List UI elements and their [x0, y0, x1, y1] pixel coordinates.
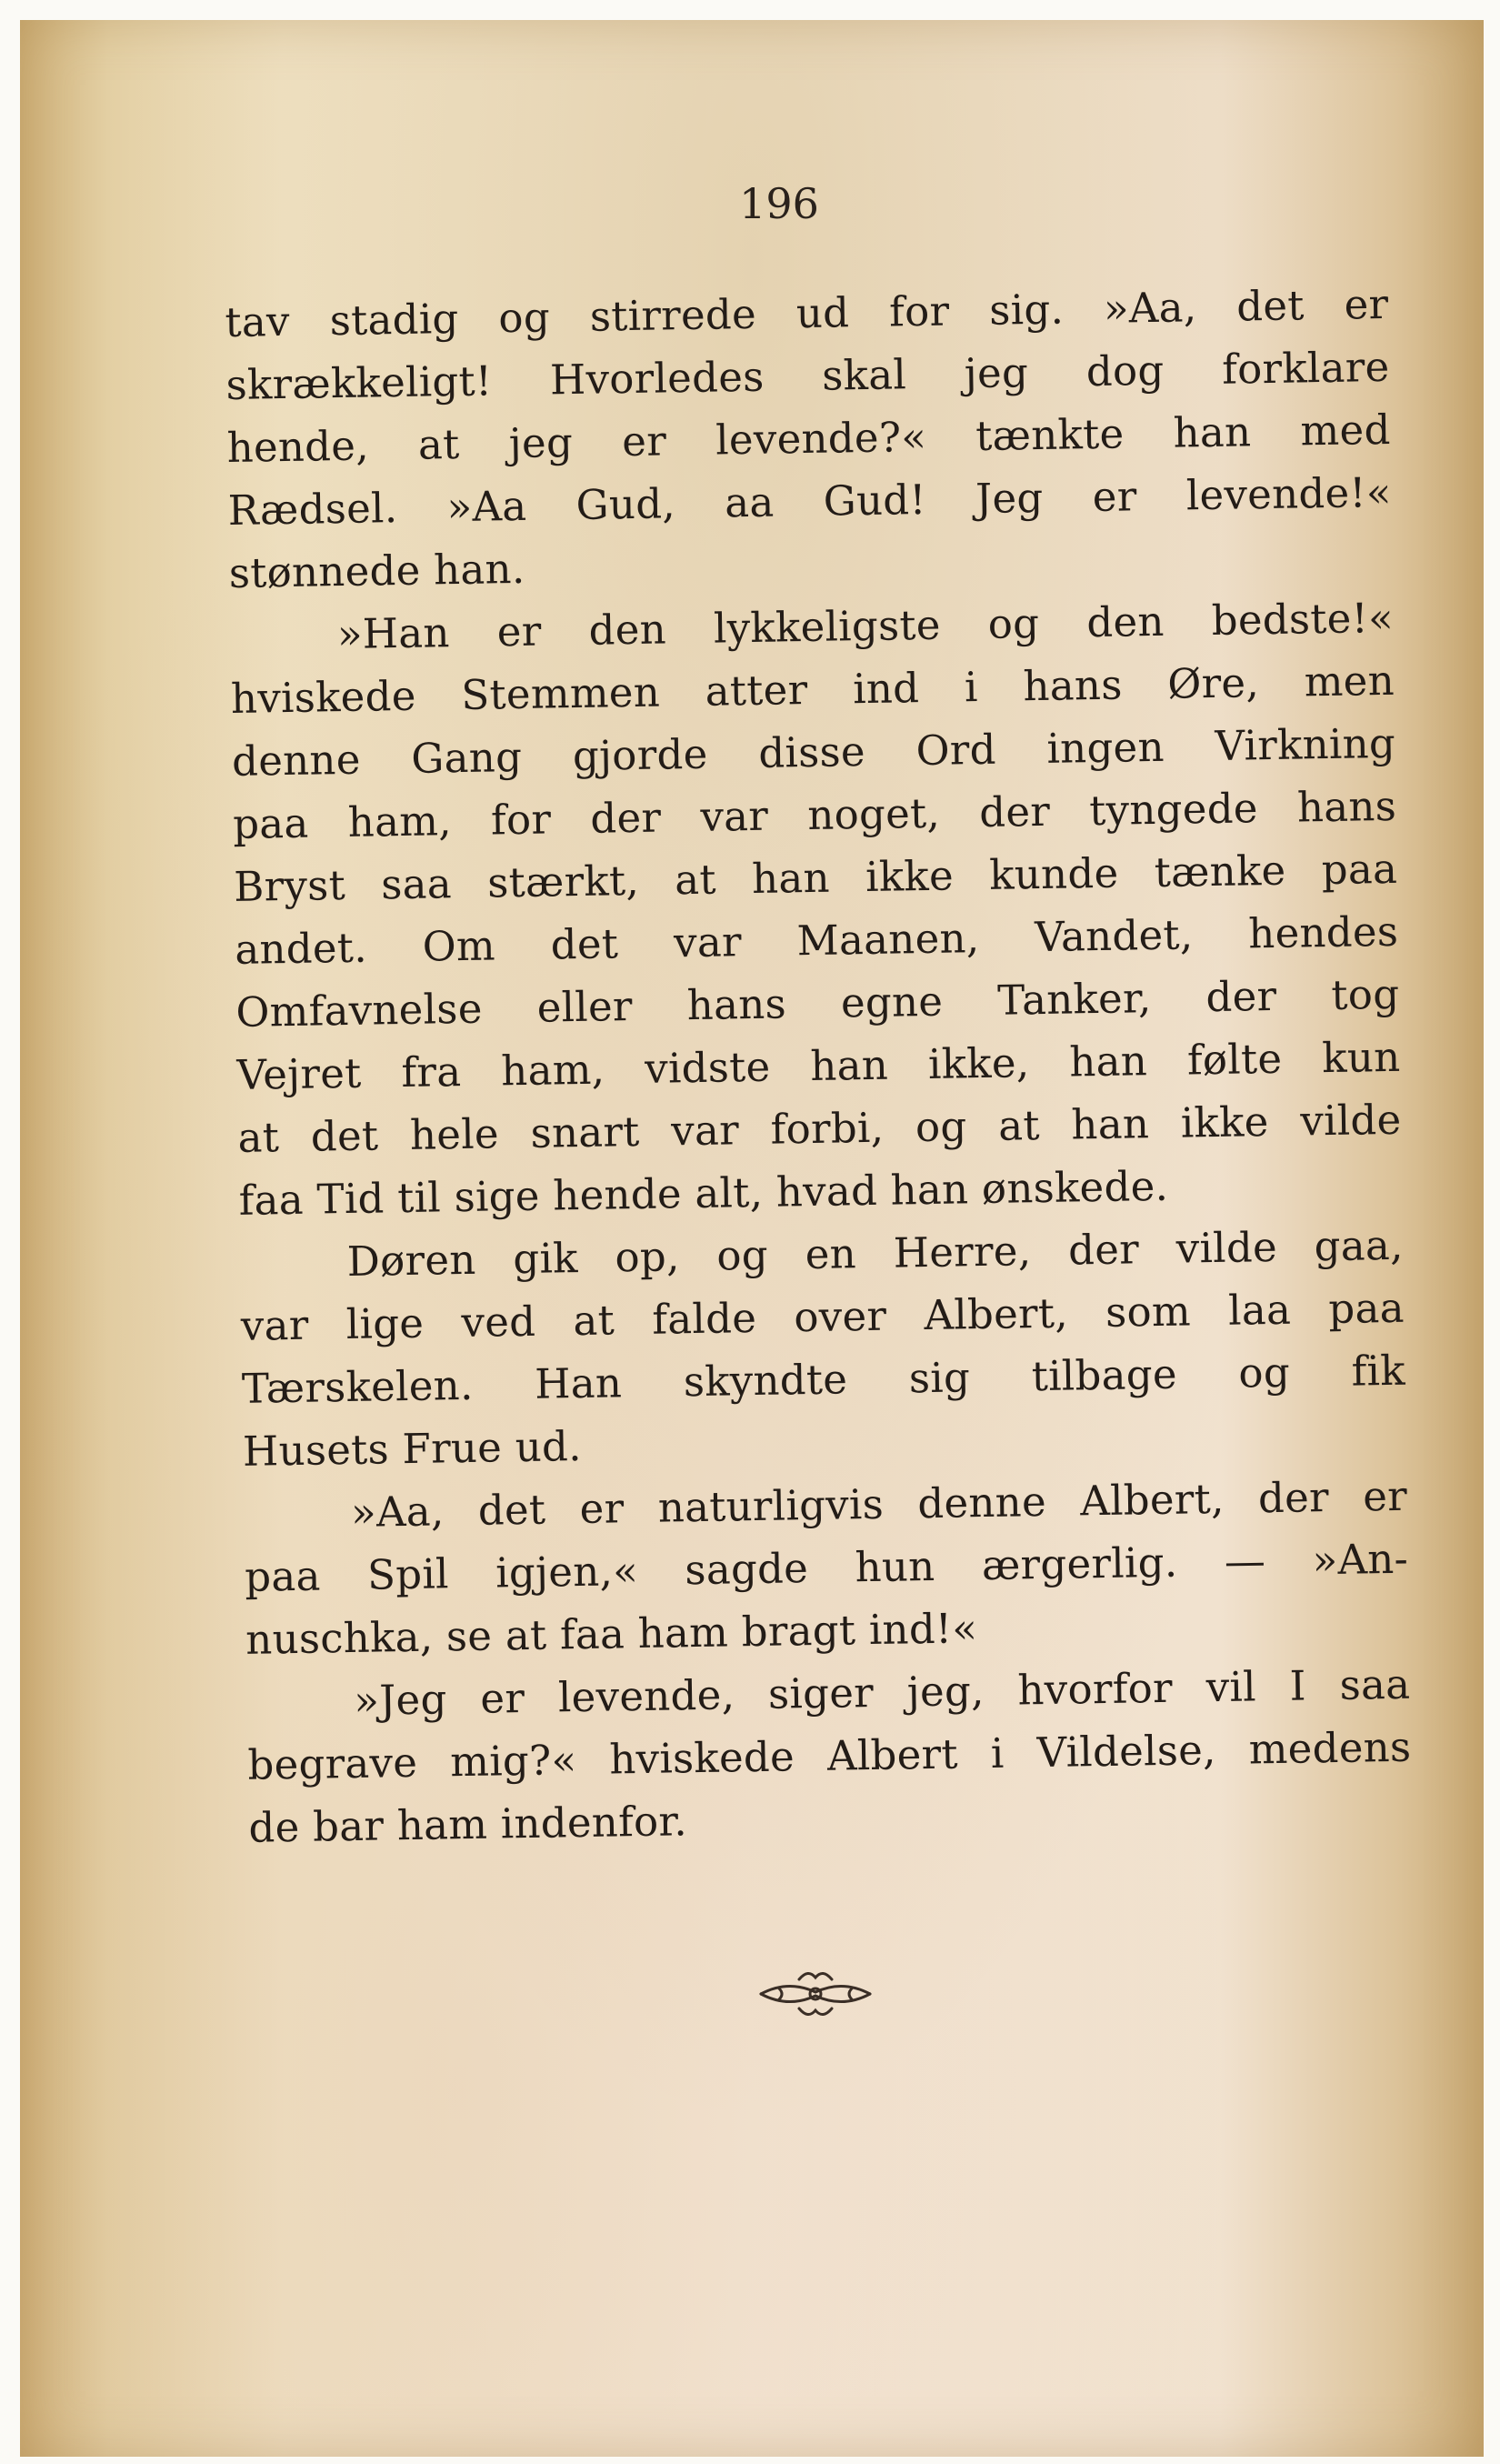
- text-line: hende, at jeg er levende?« tænkte han med: [226, 405, 1391, 472]
- text-line: Bryst saa stærkt, at han ikke kunde tænke paa: [233, 844, 1398, 911]
- text-line: Tærskelen. Han skyndte sig tilbage og fik: [241, 1346, 1406, 1413]
- text-line: paa ham, for der var noget, der tyngede hans: [232, 781, 1397, 848]
- text-line: Rædsel. »Aa Gud, aa Gud! Jeg er levende!«: [227, 467, 1393, 535]
- text-line: Døren gik op, og en Herre, der vilde gaa,: [346, 1220, 1405, 1287]
- page-text: [225, 273, 1413, 1859]
- text-line: »Jeg er levende, siger jeg, hvorfor vil I saa: [353, 1659, 1411, 1725]
- text-line: nuschka, se at faa ham bragt ind!«: [245, 1604, 978, 1664]
- text-line: paa Spil igjen,« sagde hun ærgerlig. — »An-: [244, 1534, 1409, 1601]
- text-line: andet. Om det var Maanen, Vandet, hendes: [234, 906, 1399, 974]
- text-line: Vejret fra ham, vidste han ikke, han følte kun: [236, 1032, 1401, 1099]
- text-line: at det hele snart var forbi, og at han ikke vilde: [237, 1095, 1402, 1162]
- text-line: skrækkeligt! Hvorledes skal jeg dog forklare: [225, 342, 1390, 409]
- text-line: stønnede han.: [228, 544, 525, 597]
- text-line: Husets Frue ud.: [242, 1421, 583, 1476]
- text-line: tav stadig og stirrede ud for sig. »Aa, det er: [225, 279, 1389, 346]
- text-line: hviskede Stemmen atter ind i hans Øre, men: [230, 656, 1395, 723]
- text-line: begrave mig?« hviskede Albert i Vildelse, medens: [247, 1722, 1412, 1789]
- text-line: faa Tid til sige hende alt, hvad han ønskede.: [238, 1161, 1169, 1225]
- text-line: Omfavnelse eller hans egne Tanker, der tog: [235, 969, 1400, 1037]
- book-page: [20, 20, 1484, 2457]
- text-line: var lige ved at falde over Albert, som laa paa: [240, 1283, 1405, 1350]
- text-line: »Aa, det er naturligvis denne Albert, der er: [350, 1471, 1408, 1537]
- text-line: denne Gang gjorde disse Ord ingen Virkning: [231, 718, 1396, 786]
- text-line: »Han er den lykkeligste og den bedste!«: [336, 593, 1395, 659]
- page-number: 196: [739, 179, 819, 228]
- fleuron-icon: [752, 1961, 879, 2025]
- text-line: de bar ham indenfor.: [248, 1797, 688, 1852]
